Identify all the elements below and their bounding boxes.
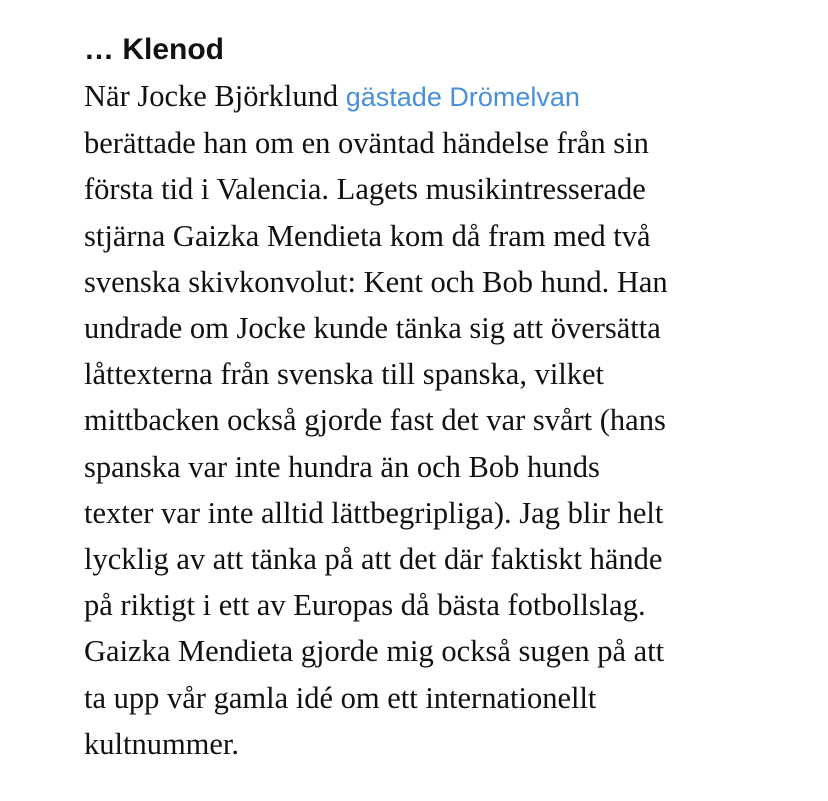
body-line: stjärna Gaizka Mendieta kom då fram med två	[84, 218, 651, 253]
body-line: kultnummer.	[84, 726, 240, 761]
body-line: svenska skivkonvolut: Kent och Bob hund. Han	[84, 264, 668, 299]
gastade-dromelvan-link[interactable]: gästade Drömelvan	[345, 82, 580, 112]
body-line: texter var inte alltid lättbegripliga). Jag blir helt	[84, 495, 664, 530]
body-line: på riktigt i ett av Europas då bästa fotbollslag.	[84, 588, 646, 623]
body-line: första tid i Valencia. Lagets musikintresserade	[84, 172, 646, 207]
body-line: mittbacken också gjorde fast det var svårt (hans	[84, 403, 666, 438]
body-line-first	[84, 73, 784, 120]
body-line: låttexterna från svenska till spanska, vilket	[84, 357, 605, 392]
body-line: spanska var inte hundra än och Bob hunds	[84, 449, 600, 484]
body-line: Gaizka Mendieta gjorde mig också sugen på att	[84, 634, 665, 669]
article-heading: … Klenod	[84, 33, 224, 66]
article-body	[84, 73, 784, 767]
body-line: undrade om Jocke kunde tänka sig att översätta	[84, 311, 661, 346]
body-line: lycklig av att tänka på att det där faktiskt hände	[84, 542, 663, 577]
body-line: ta upp vår gamla idé om ett internationellt	[84, 680, 597, 715]
intro-text: När Jocke Björklund	[84, 79, 346, 113]
body-line: berättade han om en oväntad händelse från sin	[84, 126, 649, 161]
article	[84, 30, 784, 767]
